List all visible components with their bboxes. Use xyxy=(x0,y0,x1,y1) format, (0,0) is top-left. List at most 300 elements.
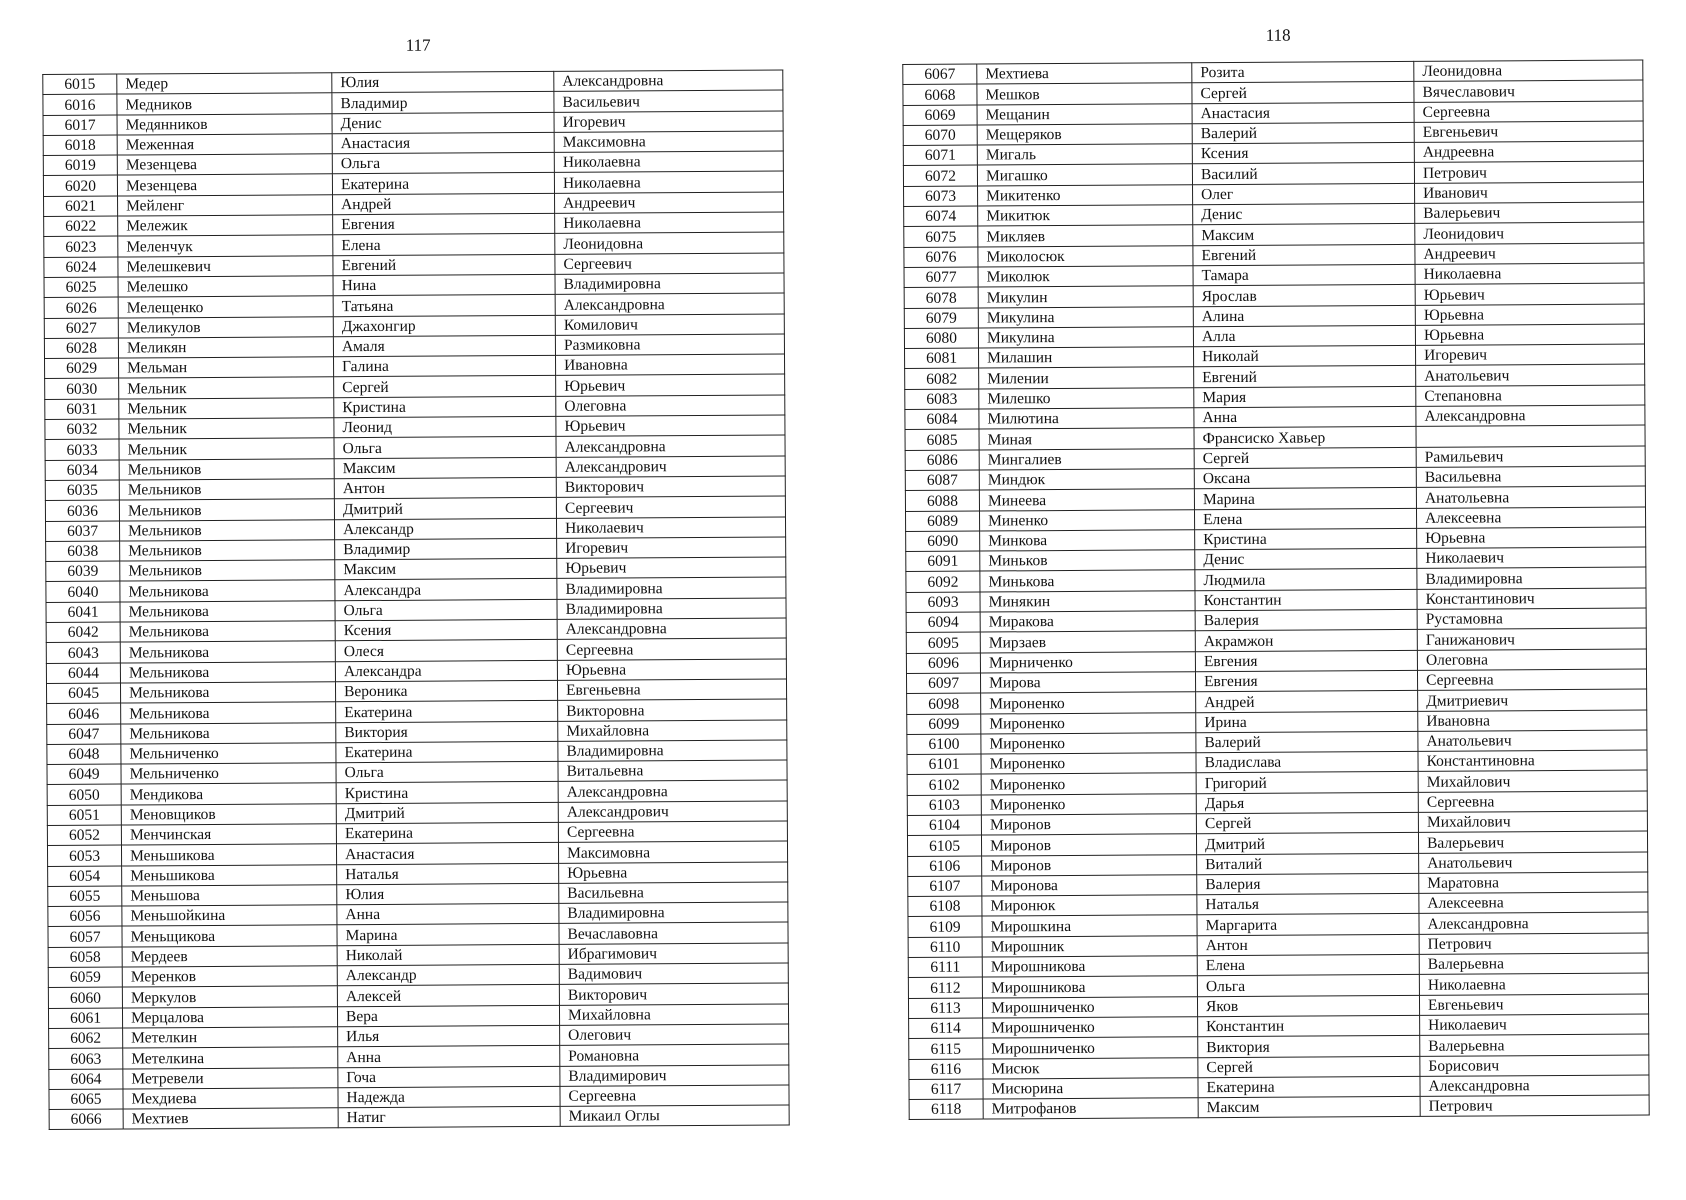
patronymic-cell: Викторович xyxy=(556,476,785,498)
row-number-cell: 6118 xyxy=(909,1099,983,1120)
last-name-cell: Мельникова xyxy=(120,600,335,622)
first-name-cell: Маргарита xyxy=(1197,914,1419,936)
row-number-cell: 6067 xyxy=(903,64,977,85)
row-number-cell: 6078 xyxy=(904,287,978,308)
row-number-cell: 6027 xyxy=(44,318,118,339)
row-number-cell: 6033 xyxy=(45,439,119,460)
patronymic-cell: Анатольевич xyxy=(1416,364,1645,386)
patronymic-cell: Александровна xyxy=(1420,1075,1649,1097)
row-number-cell: 6080 xyxy=(904,328,978,349)
patronymic-cell: Владимировна xyxy=(558,740,787,762)
row-number-cell: 6023 xyxy=(44,236,118,257)
patronymic-cell: Николаевна xyxy=(1419,973,1648,995)
last-name-cell: Меликулов xyxy=(118,316,333,338)
row-number-cell: 6046 xyxy=(47,703,121,724)
row-number-cell: 6048 xyxy=(47,744,121,765)
row-number-cell: 6066 xyxy=(49,1109,123,1130)
patronymic-cell: Вечаславовна xyxy=(559,922,788,944)
patronymic-cell: Михайловна xyxy=(558,719,787,741)
first-name-cell: Александра xyxy=(335,579,557,601)
last-name-cell: Милении xyxy=(979,367,1194,389)
first-name-cell: Дмитрий xyxy=(334,498,556,520)
patronymic-cell: Евгеньевна xyxy=(557,679,786,701)
first-name-cell: Владислава xyxy=(1196,751,1418,773)
row-number-cell: 6084 xyxy=(905,409,979,430)
first-name-cell: Ольга xyxy=(332,153,554,175)
patronymic-cell: Николаевич xyxy=(1420,1014,1649,1036)
first-name-cell: Анна xyxy=(1194,406,1416,428)
first-name-cell: Яков xyxy=(1197,995,1419,1017)
patronymic-cell: Николаевна xyxy=(554,171,783,193)
row-number-cell: 6109 xyxy=(908,916,982,937)
last-name-cell: Меленчук xyxy=(118,235,333,257)
last-name-cell: Мироненко xyxy=(981,733,1196,755)
last-name-cell: Минкова xyxy=(980,530,1195,552)
patronymic-cell: Александровна xyxy=(556,435,785,457)
first-name-cell: Гоча xyxy=(338,1066,560,1088)
row-number-cell: 6094 xyxy=(906,612,980,633)
row-number-cell: 6040 xyxy=(46,581,120,602)
last-name-cell: Миндюк xyxy=(979,469,1194,491)
first-name-cell: Сергей xyxy=(1196,812,1418,834)
patronymic-cell: Иванович xyxy=(1415,182,1644,204)
first-name-cell: Оксана xyxy=(1194,467,1416,489)
row-number-cell: 6060 xyxy=(48,987,122,1008)
row-number-cell: 6020 xyxy=(43,176,117,197)
patronymic-cell: Ивановна xyxy=(1418,709,1647,731)
patronymic-cell: Олегович xyxy=(560,1024,789,1046)
last-name-cell: Миронов xyxy=(981,834,1196,856)
patronymic-cell: Александровна xyxy=(558,780,787,802)
last-name-cell: Мельникова xyxy=(120,682,335,704)
first-name-cell: Виктория xyxy=(336,721,558,743)
first-name-cell: Максим xyxy=(1198,1096,1420,1118)
last-name-cell: Миронюк xyxy=(982,895,1197,917)
row-number-cell: 6063 xyxy=(49,1048,123,1069)
row-number-cell: 6019 xyxy=(43,155,117,176)
patronymic-cell: Игоревич xyxy=(554,111,783,133)
row-number-cell: 6116 xyxy=(909,1059,983,1080)
first-name-cell: Марина xyxy=(337,924,559,946)
patronymic-cell: Викторович xyxy=(559,983,788,1005)
first-name-cell: Алла xyxy=(1193,325,1415,347)
row-number-cell: 6117 xyxy=(909,1079,983,1100)
patronymic-cell: Александровна xyxy=(1419,912,1648,934)
last-name-cell: Мирзаев xyxy=(980,631,1195,653)
patronymic-cell: Михайлович xyxy=(1418,770,1647,792)
first-name-cell: Екатерина xyxy=(336,822,558,844)
patronymic-cell: Александровна xyxy=(554,70,783,92)
first-name-cell: Александр xyxy=(337,964,559,986)
last-name-cell: Мелещенко xyxy=(118,296,333,318)
last-name-cell: Меновщиков xyxy=(121,803,336,825)
last-name-cell: Мельниченко xyxy=(121,743,336,765)
patronymic-cell: Сергеевна xyxy=(1418,791,1647,813)
last-name-cell: Метелкина xyxy=(123,1047,338,1069)
roster-table xyxy=(42,69,789,1130)
patronymic-cell: Евгеньевич xyxy=(1414,121,1643,143)
patronymic-cell: Андреевич xyxy=(1415,243,1644,265)
patronymic-cell xyxy=(1416,425,1645,447)
patronymic-cell: Петрович xyxy=(1420,1095,1649,1117)
last-name-cell: Микулина xyxy=(978,327,1193,349)
last-name-cell: Мельникова xyxy=(121,722,336,744)
last-name-cell: Мироненко xyxy=(981,712,1196,734)
first-name-cell: Ярослав xyxy=(1193,285,1415,307)
row-number-cell: 6088 xyxy=(905,490,979,511)
row-number-cell: 6114 xyxy=(909,1018,983,1039)
row-number-cell: 6030 xyxy=(45,378,119,399)
first-name-cell: Елена xyxy=(1194,508,1416,530)
patronymic-cell: Владимировна xyxy=(559,902,788,924)
row-number-cell: 6049 xyxy=(47,764,121,785)
first-name-cell: Наталья xyxy=(1197,894,1419,916)
first-name-cell: Екатерина xyxy=(336,741,558,763)
last-name-cell: Меренков xyxy=(122,966,337,988)
row-number-cell: 6073 xyxy=(904,186,978,207)
row-number-cell: 6028 xyxy=(44,338,118,359)
last-name-cell: Мироненко xyxy=(981,753,1196,775)
last-name-cell: Минякин xyxy=(980,590,1195,612)
patronymic-cell: Игоревич xyxy=(557,537,786,559)
row-number-cell: 6052 xyxy=(47,825,121,846)
last-name-cell: Мироненко xyxy=(981,692,1196,714)
first-name-cell: Елена xyxy=(333,234,555,256)
patronymic-cell: Евгеньевич xyxy=(1419,994,1648,1016)
first-name-cell: Дарья xyxy=(1196,792,1418,814)
last-name-cell: Мерцалова xyxy=(122,1006,337,1028)
last-name-cell: Мельников xyxy=(119,458,334,480)
first-name-cell: Екатерина xyxy=(336,701,558,723)
row-number-cell: 6113 xyxy=(908,998,982,1019)
row-number-cell: 6056 xyxy=(48,906,122,927)
first-name-cell: Франсиско Хавьер xyxy=(1194,427,1416,449)
last-name-cell: Мельников xyxy=(119,499,334,521)
patronymic-cell: Размиковна xyxy=(555,334,784,356)
row-number-cell: 6051 xyxy=(47,805,121,826)
page-118 xyxy=(902,15,1661,1120)
row-number-cell: 6039 xyxy=(46,561,120,582)
row-number-cell: 6107 xyxy=(908,876,982,897)
patronymic-cell: Андреевич xyxy=(555,192,784,214)
row-number-cell: 6108 xyxy=(908,896,982,917)
first-name-cell: Максим xyxy=(1193,224,1415,246)
last-name-cell: Мельник xyxy=(119,438,334,460)
first-name-cell: Екатерина xyxy=(332,173,554,195)
patronymic-cell: Сергеевич xyxy=(556,496,785,518)
row-number-cell: 6081 xyxy=(905,348,979,369)
row-number-cell: 6038 xyxy=(46,541,120,562)
row-number-cell: 6065 xyxy=(49,1089,123,1110)
first-name-cell: Антон xyxy=(1197,934,1419,956)
row-number-cell: 6071 xyxy=(903,145,977,166)
row-number-cell: 6112 xyxy=(908,977,982,998)
first-name-cell: Олег xyxy=(1193,183,1415,205)
row-number-cell: 6086 xyxy=(905,450,979,471)
patronymic-cell: Игоревич xyxy=(1415,344,1644,366)
patronymic-cell: Юрьевна xyxy=(1415,324,1644,346)
table-row xyxy=(909,1095,1649,1120)
first-name-cell: Анна xyxy=(337,904,559,926)
first-name-cell: Сергей xyxy=(1192,82,1414,104)
row-number-cell: 6093 xyxy=(906,592,980,613)
patronymic-cell: Комилович xyxy=(555,314,784,336)
first-name-cell: Евгения xyxy=(1195,670,1417,692)
first-name-cell: Дмитрий xyxy=(1196,833,1418,855)
last-name-cell: Мирниченко xyxy=(980,651,1195,673)
patronymic-cell: Микаил Оглы xyxy=(560,1105,789,1127)
patronymic-cell: Сергеевна xyxy=(560,1085,789,1107)
row-number-cell: 6115 xyxy=(909,1038,983,1059)
last-name-cell: Мигашко xyxy=(977,164,1192,186)
last-name-cell: Мельников xyxy=(119,479,334,501)
patronymic-cell: Валерьевич xyxy=(1418,831,1647,853)
first-name-cell: Максим xyxy=(334,457,556,479)
patronymic-cell: Вадимович xyxy=(559,963,788,985)
last-name-cell: Мендикова xyxy=(121,783,336,805)
patronymic-cell: Ивановна xyxy=(555,354,784,376)
last-name-cell: Медянников xyxy=(117,113,332,135)
patronymic-cell: Борисович xyxy=(1420,1055,1649,1077)
last-name-cell: Мельник xyxy=(119,418,334,440)
patronymic-cell: Юрьевич xyxy=(556,415,785,437)
last-name-cell: Мирошникова xyxy=(982,976,1197,998)
row-number-cell: 6105 xyxy=(907,835,981,856)
first-name-cell: Александр xyxy=(334,518,556,540)
last-name-cell: Мелешкевич xyxy=(118,255,333,277)
row-number-cell: 6042 xyxy=(46,622,120,643)
first-name-cell: Александра xyxy=(335,660,557,682)
last-name-cell: Меркулов xyxy=(122,986,337,1008)
last-name-cell: Митрофанов xyxy=(983,1098,1198,1120)
row-number-cell: 6070 xyxy=(903,125,977,146)
row-number-cell: 6077 xyxy=(904,267,978,288)
first-name-cell: Алексей xyxy=(337,985,559,1007)
first-name-cell: Евгения xyxy=(333,213,555,235)
last-name-cell: Мещеряков xyxy=(977,124,1192,146)
row-number-cell: 6025 xyxy=(44,277,118,298)
patronymic-cell: Сергеевна xyxy=(557,638,786,660)
last-name-cell: Мирошниченко xyxy=(983,1037,1198,1059)
first-name-cell: Мария xyxy=(1194,386,1416,408)
last-name-cell: Медер xyxy=(117,73,332,95)
row-number-cell: 6079 xyxy=(904,308,978,329)
patronymic-cell: Александровна xyxy=(555,293,784,315)
table-row xyxy=(49,1105,789,1130)
first-name-cell: Ольга xyxy=(335,599,557,621)
patronymic-cell: Анатольевич xyxy=(1418,730,1647,752)
row-number-cell: 6050 xyxy=(47,784,121,805)
row-number-cell: 6018 xyxy=(43,135,117,156)
patronymic-cell: Юрьевна xyxy=(1415,304,1644,326)
patronymic-cell: Васильевич xyxy=(554,90,783,112)
last-name-cell: Метелкин xyxy=(123,1027,338,1049)
last-name-cell: Мезенцева xyxy=(117,154,332,176)
first-name-cell: Денис xyxy=(1193,203,1415,225)
first-name-cell: Владимир xyxy=(332,92,554,114)
last-name-cell: Менчинская xyxy=(121,824,336,846)
patronymic-cell: Валерьевна xyxy=(1419,953,1648,975)
last-name-cell: Меньшойкина xyxy=(122,905,337,927)
patronymic-cell: Михайловна xyxy=(559,1004,788,1026)
patronymic-cell: Александрович xyxy=(556,456,785,478)
last-name-cell: Миколюк xyxy=(978,266,1193,288)
first-name-cell: Ирина xyxy=(1196,711,1418,733)
patronymic-cell: Михайлович xyxy=(1418,811,1647,833)
patronymic-cell: Олеговна xyxy=(1417,649,1646,671)
last-name-cell: Миколосюк xyxy=(978,245,1193,267)
patronymic-cell: Сергеевна xyxy=(558,821,787,843)
patronymic-cell: Леонидовна xyxy=(1414,60,1643,82)
first-name-cell: Константин xyxy=(1198,1015,1420,1037)
patronymic-cell: Владимировна xyxy=(557,598,786,620)
patronymic-cell: Юрьевич xyxy=(1415,283,1644,305)
last-name-cell: Миронова xyxy=(982,875,1197,897)
last-name-cell: Меженная xyxy=(117,134,332,156)
first-name-cell: Галина xyxy=(334,356,556,378)
patronymic-cell: Петрович xyxy=(1414,161,1643,183)
patronymic-cell: Романовна xyxy=(560,1044,789,1066)
patronymic-cell: Алексеевна xyxy=(1416,506,1645,528)
last-name-cell: Мирошник xyxy=(982,935,1197,957)
first-name-cell: Леонид xyxy=(334,416,556,438)
row-number-cell: 6069 xyxy=(903,105,977,126)
first-name-cell: Евгений xyxy=(1193,244,1415,266)
last-name-cell: Мельников xyxy=(120,540,335,562)
row-number-cell: 6090 xyxy=(906,531,980,552)
last-name-cell: Мельников xyxy=(120,560,335,582)
first-name-cell: Людмила xyxy=(1195,569,1417,591)
last-name-cell: Мирошниченко xyxy=(983,1017,1198,1039)
first-name-cell: Юлия xyxy=(332,71,554,93)
last-name-cell: Мельникова xyxy=(120,641,335,663)
row-number-cell: 6015 xyxy=(43,74,117,95)
row-number-cell: 6059 xyxy=(48,967,122,988)
first-name-cell: Григорий xyxy=(1196,772,1418,794)
first-name-cell: Валерий xyxy=(1192,122,1414,144)
last-name-cell: Мелешко xyxy=(118,276,333,298)
last-name-cell: Меньщикова xyxy=(122,925,337,947)
row-number-cell: 6103 xyxy=(907,795,981,816)
patronymic-cell: Ганижанович xyxy=(1417,628,1646,650)
first-name-cell: Анна xyxy=(338,1046,560,1068)
first-name-cell: Дмитрий xyxy=(336,802,558,824)
first-name-cell: Татьяна xyxy=(333,295,555,317)
patronymic-cell: Васильевна xyxy=(1416,466,1645,488)
patronymic-cell: Александровна xyxy=(557,618,786,640)
patronymic-cell: Юрьевич xyxy=(556,374,785,396)
first-name-cell: Кристина xyxy=(336,782,558,804)
first-name-cell: Ольга xyxy=(334,437,556,459)
last-name-cell: Метревели xyxy=(123,1067,338,1089)
row-number-cell: 6102 xyxy=(907,774,981,795)
patronymic-cell: Максимовна xyxy=(554,131,783,153)
patronymic-cell: Юрьевич xyxy=(557,557,786,579)
patronymic-cell: Владимирович xyxy=(560,1065,789,1087)
first-name-cell: Джахонгир xyxy=(333,315,555,337)
last-name-cell: Мельникова xyxy=(120,580,335,602)
first-name-cell: Андрей xyxy=(1196,691,1418,713)
first-name-cell: Розита xyxy=(1192,61,1414,83)
row-number-cell: 6045 xyxy=(46,683,120,704)
last-name-cell: Мельник xyxy=(119,397,334,419)
last-name-cell: Миньков xyxy=(980,550,1195,572)
patronymic-cell: Николаевич xyxy=(556,516,785,538)
last-name-cell: Минькова xyxy=(980,570,1195,592)
first-name-cell: Валерий xyxy=(1196,731,1418,753)
first-name-cell: Ксения xyxy=(1192,143,1414,165)
row-number-cell: 6100 xyxy=(907,734,981,755)
row-number-cell: 6097 xyxy=(906,673,980,694)
first-name-cell: Анастасия xyxy=(1192,102,1414,124)
patronymic-cell: Васильевна xyxy=(559,882,788,904)
first-name-cell: Николай xyxy=(1194,346,1416,368)
first-name-cell: Елена xyxy=(1197,954,1419,976)
patronymic-cell: Александрович xyxy=(558,801,787,823)
first-name-cell: Натиг xyxy=(338,1106,560,1128)
row-number-cell: 6026 xyxy=(44,297,118,318)
row-number-cell: 6061 xyxy=(48,1008,122,1029)
first-name-cell: Максим xyxy=(335,558,557,580)
row-number-cell: 6035 xyxy=(45,480,119,501)
row-number-cell: 6087 xyxy=(905,470,979,491)
last-name-cell: Мешков xyxy=(977,83,1192,105)
row-number-cell: 6110 xyxy=(908,937,982,958)
patronymic-cell: Александровна xyxy=(1416,405,1645,427)
row-number-cell: 6041 xyxy=(46,602,120,623)
first-name-cell: Валерия xyxy=(1197,873,1419,895)
last-name-cell: Мирошкина xyxy=(982,915,1197,937)
page-number: 117 xyxy=(405,35,431,55)
patronymic-cell: Леонидовна xyxy=(555,232,784,254)
row-number-cell: 6104 xyxy=(907,815,981,836)
last-name-cell: Мехдиева xyxy=(123,1088,338,1110)
row-number-cell: 6036 xyxy=(45,500,119,521)
last-name-cell: Мигаль xyxy=(977,144,1192,166)
row-number-cell: 6111 xyxy=(908,957,982,978)
patronymic-cell: Витальевна xyxy=(558,760,787,782)
last-name-cell: Мехтиева xyxy=(977,63,1192,85)
patronymic-cell: Маратовна xyxy=(1419,872,1648,894)
patronymic-cell: Валерьевич xyxy=(1415,202,1644,224)
row-number-cell: 6062 xyxy=(49,1028,123,1049)
row-number-cell: 6092 xyxy=(906,571,980,592)
last-name-cell: Миненко xyxy=(979,509,1194,531)
last-name-cell: Мельник xyxy=(119,377,334,399)
last-name-cell: Микулин xyxy=(978,286,1193,308)
last-name-cell: Мельникова xyxy=(120,661,335,683)
first-name-cell: Ксения xyxy=(335,619,557,641)
patronymic-cell: Николаевна xyxy=(555,212,784,234)
patronymic-cell: Юрьевна xyxy=(559,862,788,884)
last-name-cell: Микулина xyxy=(978,306,1193,328)
first-name-cell: Илья xyxy=(338,1025,560,1047)
last-name-cell: Мироненко xyxy=(981,773,1196,795)
patronymic-cell: Вячеславович xyxy=(1414,80,1643,102)
patronymic-cell: Максимовна xyxy=(558,841,787,863)
first-name-cell: Анастасия xyxy=(332,132,554,154)
first-name-cell: Виктория xyxy=(1198,1036,1420,1058)
last-name-cell: Мезенцева xyxy=(117,174,332,196)
last-name-cell: Мисюрина xyxy=(983,1078,1198,1100)
row-number-cell: 6055 xyxy=(48,886,122,907)
patronymic-cell: Николаевна xyxy=(1415,263,1644,285)
row-number-cell: 6082 xyxy=(905,368,979,389)
patronymic-cell: Рамильевич xyxy=(1416,446,1645,468)
last-name-cell: Мельман xyxy=(119,357,334,379)
last-name-cell: Мирошниченко xyxy=(982,996,1197,1018)
row-number-cell: 6098 xyxy=(907,693,981,714)
